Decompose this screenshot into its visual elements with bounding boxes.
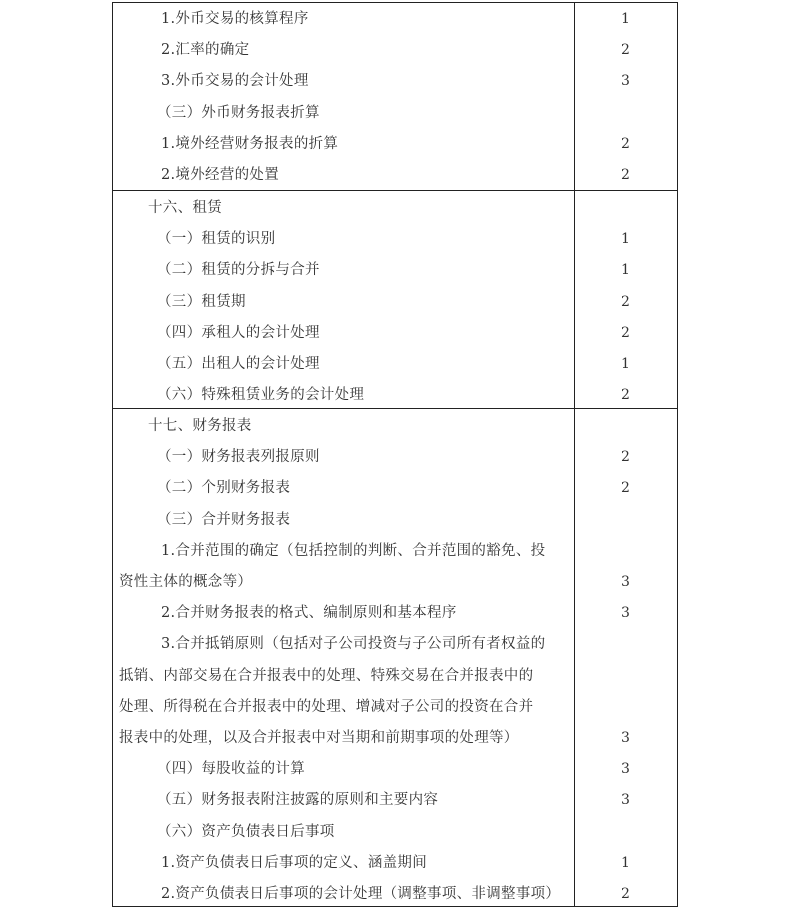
table-row	[113, 4, 677, 35]
section-2	[113, 191, 677, 409]
row-level: 2	[621, 886, 630, 902]
table-row	[113, 349, 677, 380]
row-topic: （四）承租人的会计处理	[157, 324, 320, 341]
row-topic: （三）合并财务报表	[157, 511, 291, 528]
table-row	[113, 318, 677, 349]
table-row	[113, 287, 677, 318]
row-topic: 1.资产负债表日后事项的定义、涵盖期间	[161, 854, 428, 871]
row-topic: 1.境外经营财务报表的折算	[161, 135, 339, 152]
row-topic: （六）特殊租赁业务的会计处理	[157, 387, 365, 404]
row-topic: （六）资产负债表日后事项	[157, 823, 335, 840]
row-level: 2	[621, 324, 630, 341]
table-row	[113, 66, 677, 97]
row-topic: （一）财务报表列报原则	[157, 449, 320, 466]
row-level: 1	[621, 854, 630, 871]
table-row	[113, 255, 677, 286]
row-topic: 2.汇率的确定	[161, 42, 250, 59]
row-level: 2	[621, 42, 630, 59]
row-topic: （四）每股收益的计算	[157, 761, 305, 778]
row-level: 1	[621, 11, 630, 27]
row-level: 2	[621, 387, 630, 404]
row-topic: （二）个别财务报表	[157, 480, 291, 497]
table-row	[113, 380, 677, 411]
row-level: 3	[621, 761, 630, 778]
table-row	[113, 629, 677, 660]
table-row	[113, 754, 677, 785]
table-row	[113, 411, 677, 442]
row-level: 1	[621, 231, 630, 248]
row-topic: 十六、租赁	[148, 200, 222, 216]
row-level: 1	[621, 356, 630, 372]
section-1	[113, 3, 677, 191]
row-topic: 2.境外经营的处置	[161, 167, 280, 183]
table-row	[113, 536, 677, 567]
row-topic: 抵销、内部交易在合并报表中的处理、特殊交易在合并报表中的	[119, 667, 534, 684]
row-topic: 1.合并范围的确定（包括控制的判断、合并范围的豁免、投	[161, 542, 546, 559]
syllabus-table	[112, 2, 678, 907]
table-row	[113, 661, 677, 692]
row-topic: （三）租赁期	[157, 293, 246, 310]
table-row	[113, 879, 677, 910]
row-topic: （二）租赁的分拆与合并	[157, 262, 320, 279]
row-level: 3	[621, 792, 630, 809]
row-level: 2	[621, 293, 630, 310]
row-topic: 处理、所得税在合并报表中的处理、增减对子公司的投资在合并	[119, 698, 534, 715]
row-level: 3	[621, 73, 630, 90]
table-row	[113, 848, 677, 879]
row-topic: 2.资产负债表日后事项的会计处理（调整事项、非调整事项）	[161, 886, 561, 902]
row-level: 2	[621, 480, 630, 497]
table-row	[113, 35, 677, 66]
row-topic: （五）财务报表附注披露的原则和主要内容	[157, 792, 439, 809]
table-row	[113, 567, 677, 598]
row-topic: 2.合并财务报表的格式、编制原则和基本程序	[161, 605, 457, 622]
row-level: 1	[621, 262, 630, 279]
table-row	[113, 785, 677, 816]
table-row	[113, 193, 677, 224]
row-topic: 资性主体的概念等）	[119, 574, 253, 590]
table-row	[113, 160, 677, 191]
row-topic: （三）外币财务报表折算	[157, 104, 320, 121]
table-row	[113, 442, 677, 473]
section-3	[113, 409, 677, 906]
row-level: 2	[621, 449, 630, 466]
row-topic: 1.外币交易的核算程序	[161, 11, 309, 27]
table-row	[113, 692, 677, 723]
row-level: 2	[621, 167, 630, 183]
row-level: 3	[621, 730, 630, 746]
row-level: 3	[621, 574, 630, 590]
row-topic: （五）出租人的会计处理	[157, 356, 320, 372]
table-row	[113, 598, 677, 629]
table-row	[113, 505, 677, 536]
row-topic: （一）租赁的识别	[157, 231, 276, 248]
row-topic: 报表中的处理，以及合并报表中对当期和前期事项的处理等）	[119, 730, 519, 746]
table-row	[113, 473, 677, 504]
row-topic: 十七、财务报表	[148, 418, 252, 434]
table-row	[113, 723, 677, 754]
row-topic: 3.外币交易的会计处理	[161, 73, 309, 90]
row-level: 2	[621, 135, 630, 152]
row-level: 3	[621, 605, 630, 622]
table-row	[113, 817, 677, 848]
table-row	[113, 129, 677, 160]
table-row	[113, 98, 677, 129]
table-row	[113, 224, 677, 255]
row-topic: 3.合并抵销原则（包括对子公司投资与子公司所有者权益的	[161, 636, 546, 653]
